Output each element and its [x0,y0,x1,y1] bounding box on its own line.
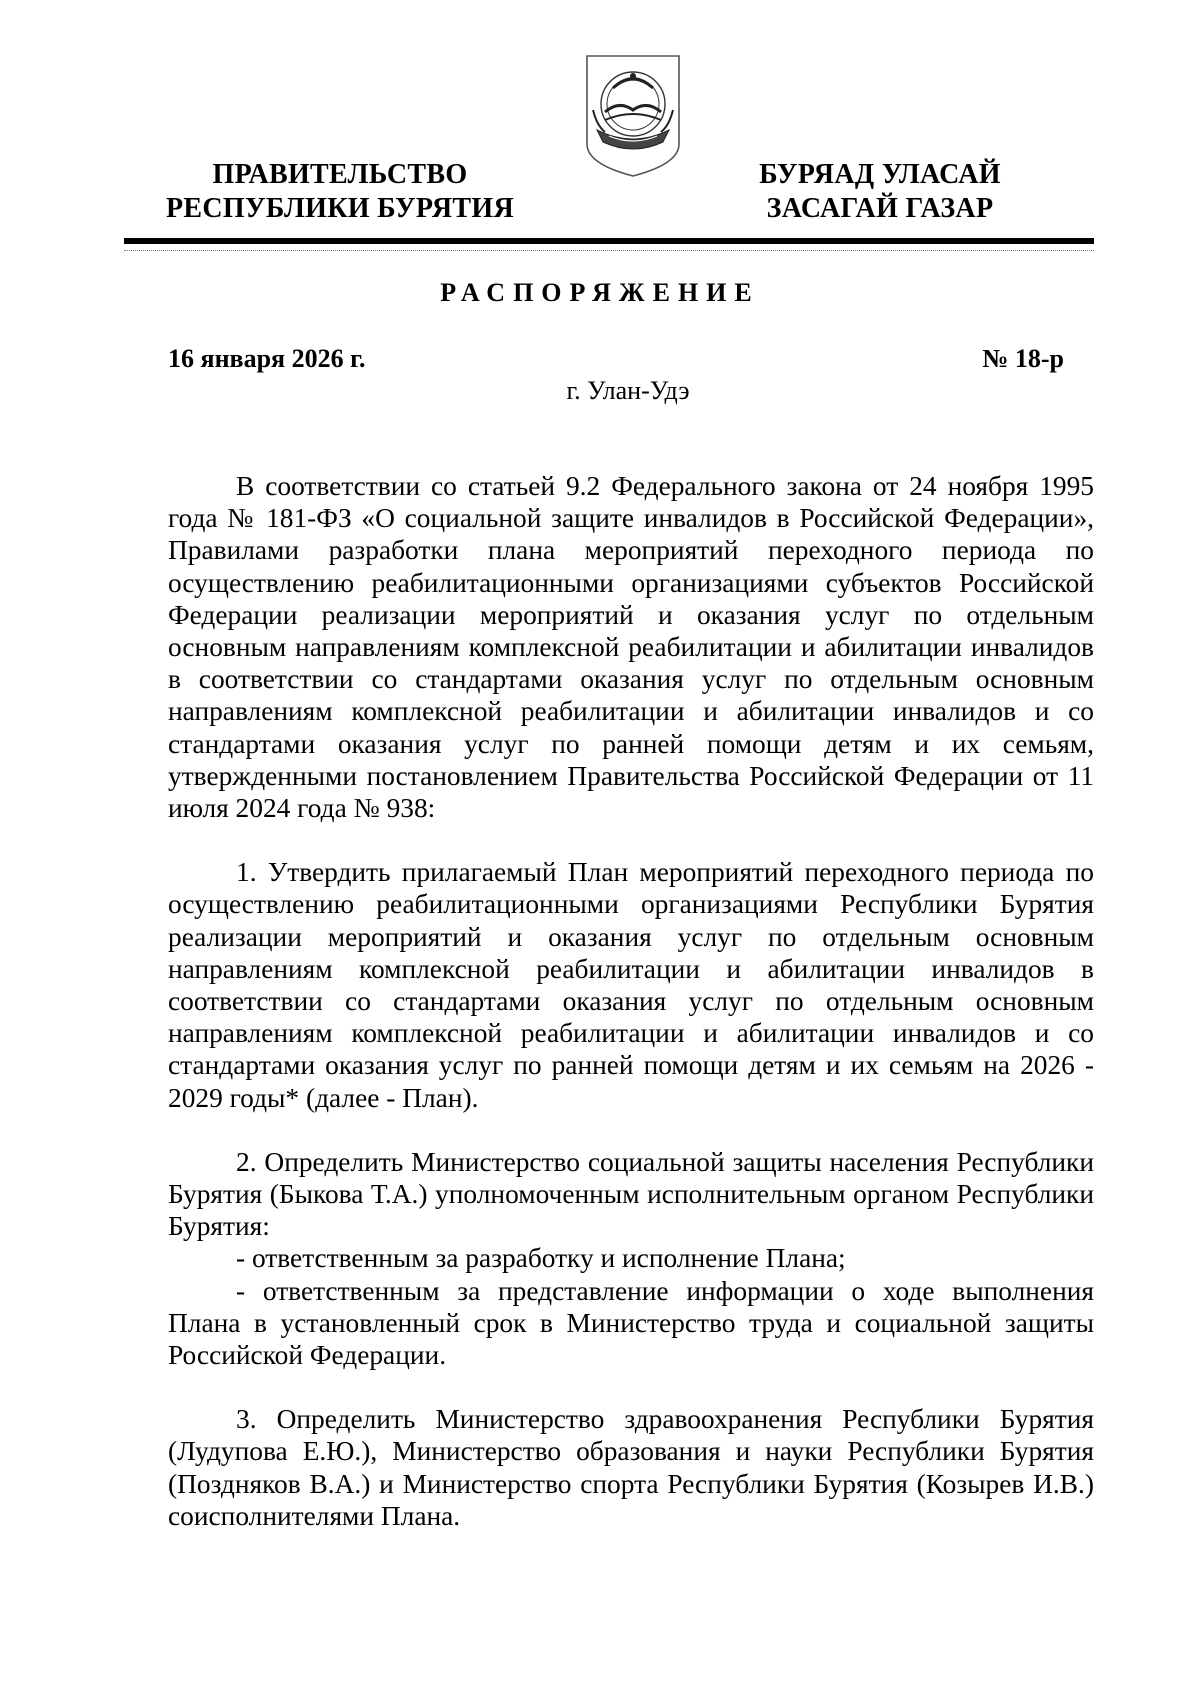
org-name-russian-line1: ПРАВИТЕЛЬСТВО [212,159,468,190]
header-divider-thin [124,250,1094,251]
org-name-buryat [740,158,1020,226]
org-name-russian [160,158,520,226]
document-date: 16 января 2026 г. [168,344,366,373]
org-name-buryat-line1: БУРЯАД УЛАСАЙ [759,159,1001,190]
header-divider-thick [124,238,1094,244]
item-2-subitem-2: - ответственным за представление информации о ходе выполнения Плана в установленный срок в Министерство труда и социальной защиты Российской Федерации. [168,1275,1094,1371]
org-name-russian-line2: РЕСПУБЛИКИ БУРЯТИЯ [166,193,514,224]
preamble-paragraph: В соответствии со статьей 9.2 Федерального закона от 24 ноября 1995 года № 181-ФЗ «О социальной защите инвалидов в Российской Федерации», Правилами разработки плана мероприятий переходного периода по осуществлению реабилитационными организациями субъектов Российской Федерации реализации мероприятий и оказания услуг по отдельным основным направлениям комплексной реабилитации и абилитации инвалидов в соответствии со стандартами оказания услуг по отдельным основным направлениям комплексной реабилитации и абилитации инвалидов и со стандартами оказания услуг по ранней помощи детям и их семьям, утвержденными постановлением Правительства Российской Федерации от 11 июля 2024 года № 938: [168,471,1094,824]
document-number: № 18-р [982,344,1064,373]
org-name-buryat-line2: ЗАСАГАЙ ГАЗАР [766,193,994,224]
document-city: г. Улан-Удэ [566,376,690,405]
document-body [168,470,1094,1532]
item-3-paragraph: 3. Определить Министерство здравоохранения Республики Бурятия (Лудупова Е.Ю.), Министерство образования и науки Республики Бурятия (Поздняков В.А.) и Министерство спорта Республики Бурятия (Козырев И.В.) соисполнителями Плана. [168,1404,1094,1531]
document-title: РАСПОРЯЖЕНИЕ [440,278,760,307]
item-2-subitem-1: - ответственным за разработку и исполнение Плана; [236,1243,846,1274]
item-2-paragraph: 2. Определить Министерство социальной защиты населения Республики Бурятия (Быкова Т.А.) уполномоченным исполнительным органом Республики Бурятия: [168,1146,1094,1242]
item-1-paragraph: 1. Утвердить прилагаемый План мероприятий переходного периода по осуществлению реабилитационными организациями Республики Бурятия реализации мероприятий и оказания услуг по отдельным основным направлениям комплексной реабилитации и абилитации инвалидов в соответствии со стандартами оказания услуг по отдельным основным направлениям комплексной реабилитации и абилитации инвалидов и со стандартами оказания услуг по ранней помощи детям и их семьям на 2026 - 2029 годы* (далее - План). [168,857,1094,1113]
coat-of-arms-icon [583,52,683,179]
